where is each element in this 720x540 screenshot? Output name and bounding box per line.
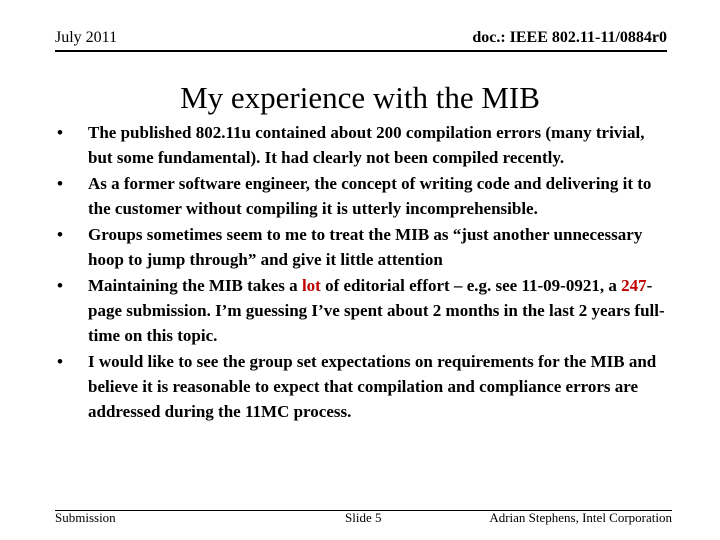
bullet-list bbox=[57, 120, 667, 424]
bullet-item bbox=[57, 171, 667, 221]
bullet-item bbox=[57, 273, 667, 348]
emphasis-text: 247 bbox=[621, 276, 647, 295]
bullet-text-part: -page submission. I’m guessing I’ve spent about 2 months in the last 2 years full-time on this topic. bbox=[88, 276, 665, 345]
footer-author: Adrian Stephens, Intel Corporation bbox=[489, 510, 672, 525]
header-divider bbox=[55, 50, 667, 52]
bullet-text: As a former software engineer, the concept of writing code and delivering it to the customer without compiling it is utterly incomprehensible. bbox=[88, 174, 652, 218]
bullet-item bbox=[57, 222, 667, 272]
footer-submission: Submission bbox=[55, 510, 116, 525]
bullet-marker: • bbox=[57, 276, 63, 295]
bullet-text-part: Maintaining the MIB takes a bbox=[88, 276, 302, 295]
bullet-text: Groups sometimes seem to me to treat the MIB as “just another unnecessary hoop to jump through” and give it little attention bbox=[88, 225, 643, 269]
bullet-marker: • bbox=[57, 225, 63, 244]
bullet-item bbox=[57, 120, 667, 170]
footer-slide-number: Slide 5 bbox=[345, 510, 382, 525]
bullet-text: The published 802.11u contained about 200 compilation errors (many trivial, but some fundamental). It had clearly not been compiled recently. bbox=[88, 123, 645, 167]
header-doc-id: doc.: IEEE 802.11-11/0884r0 bbox=[472, 29, 667, 46]
slide-title: My experience with the MIB bbox=[180, 80, 540, 115]
header-date: July 2011 bbox=[55, 29, 118, 46]
bullet-marker: • bbox=[57, 352, 63, 371]
emphasis-text: lot bbox=[301, 276, 321, 295]
bullet-item bbox=[57, 349, 667, 424]
bullet-marker: • bbox=[57, 123, 63, 142]
bullet-text: I would like to see the group set expectations on requirements for the MIB and believe it is reasonable to expect that compilation and compliance errors are addressed during the 11MC process. bbox=[88, 352, 657, 421]
bullet-text-part: of editorial effort – e.g. see 11-09-0921, a bbox=[320, 276, 622, 295]
bullet-marker: • bbox=[57, 174, 63, 193]
bullet-text bbox=[88, 276, 665, 345]
